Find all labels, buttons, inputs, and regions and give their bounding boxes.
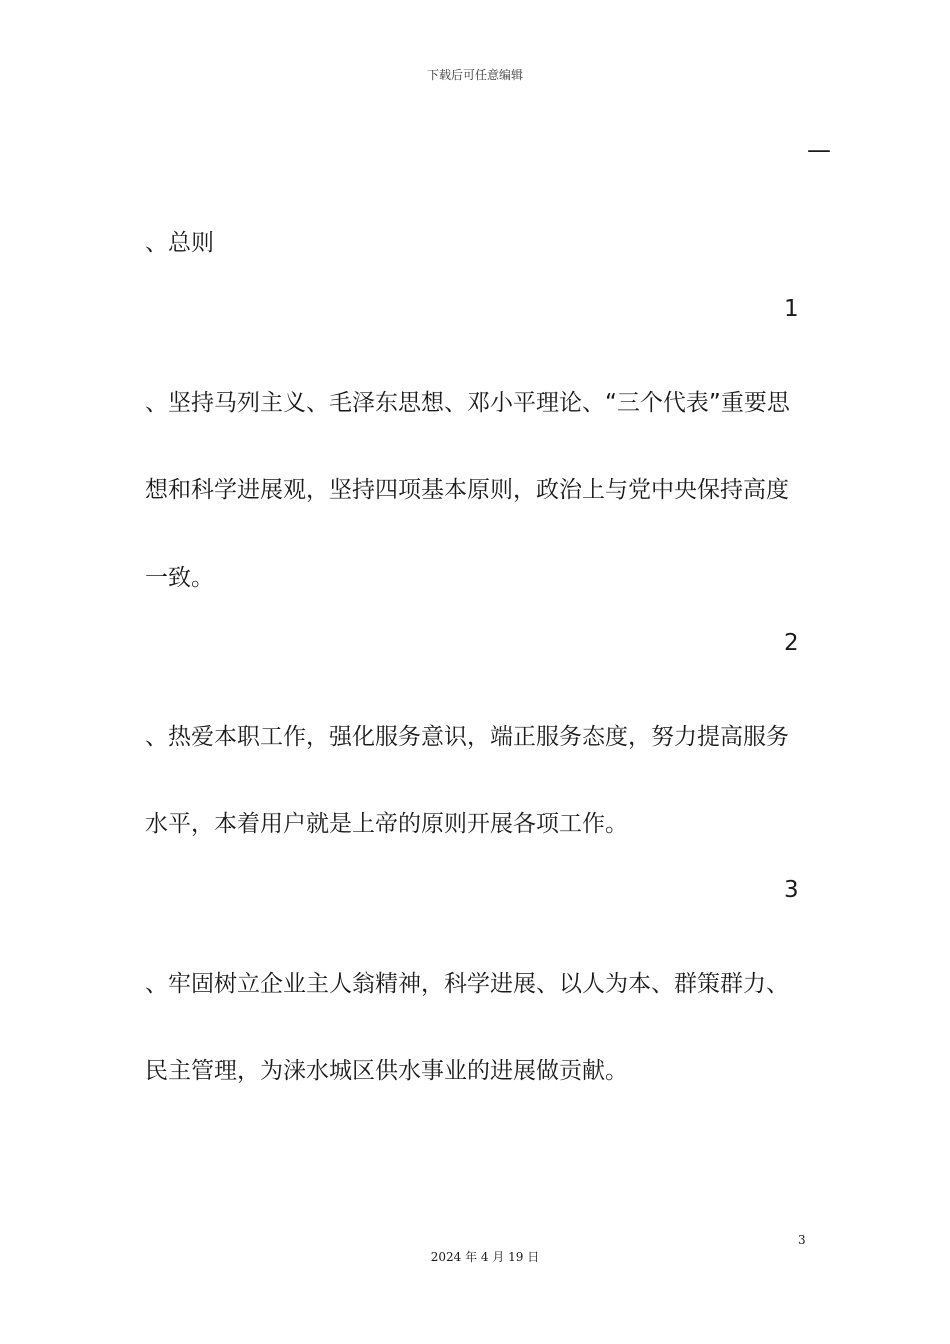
item-1-line-2: 想和科学进展观，坚持四项基本原则，政治上与党中央保持高度 — [145, 477, 789, 503]
dash-marker: — — [807, 136, 831, 164]
item-3-line-1: 、牢固树立企业主人翁精神，科学进展、以人为本、群策群力、 — [145, 971, 789, 997]
item-number-3: 3 — [784, 877, 799, 903]
item-3-line-2: 民主管理，为涞水城区供水事业的进展做贡献。 — [145, 1058, 628, 1084]
item-number-1: 1 — [784, 296, 799, 322]
item-number-2: 2 — [784, 630, 799, 656]
item-1-line-1: 、坚持马列主义、毛泽东思想、邓小平理论、“三个代表”重要思 — [145, 390, 790, 416]
footer-date: 2024 年 4 月 19 日 — [430, 1250, 540, 1264]
item-2-line-1: 、热爱本职工作，强化服务意识，端正服务态度，努力提高服务 — [145, 724, 789, 750]
section-heading-general: 、总则 — [145, 230, 214, 256]
page-number: 3 — [798, 1233, 806, 1247]
header-note: 下载后可任意编辑 — [426, 68, 523, 82]
item-1-line-3: 一致。 — [145, 565, 214, 591]
item-2-line-2: 水平，本着用户就是上帝的原则开展各项工作。 — [145, 811, 628, 837]
